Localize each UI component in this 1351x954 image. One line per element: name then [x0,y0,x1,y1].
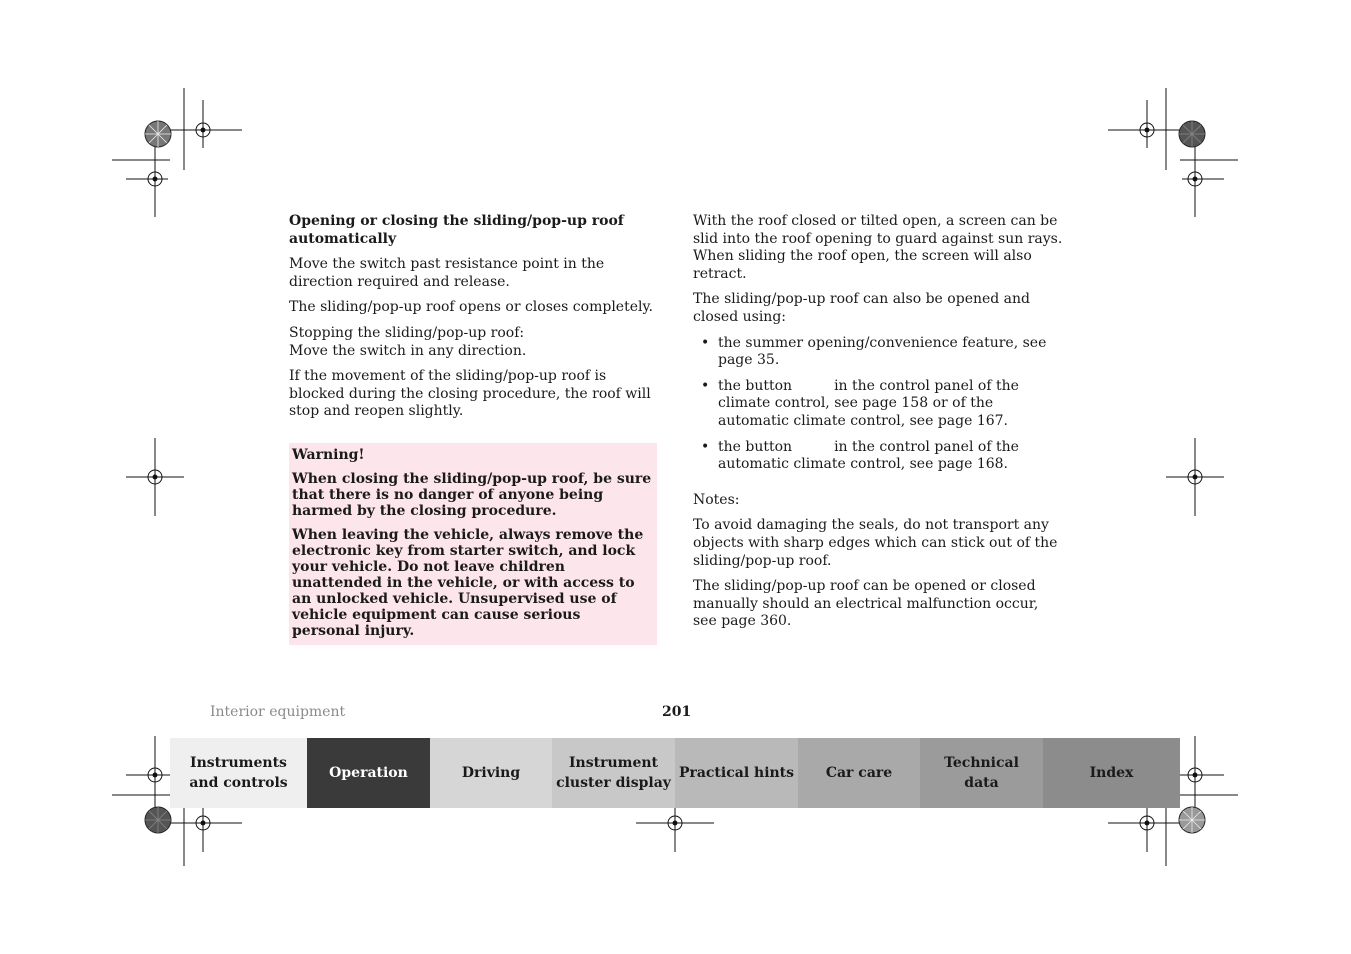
chapter-tab-bar [170,738,1180,808]
stopping-label: Stopping the sliding/pop-up roof: [289,324,525,341]
tab-car-care[interactable] [798,738,920,808]
paragraph-blocked-movement: If the movement of the sliding/pop-up roof is blocked during the closing procedure, the roof will stop and reopen slightly. [289,368,651,420]
note-manual-operation: The sliding/pop-up roof can be opened or closed manually should an electrical malfunction occur, see page 360. [693,578,1039,630]
section-heading: Opening or closing the sliding/pop-up roof automatically [289,213,624,247]
warning-text-closing: When closing the sliding/pop-up roof, be sure that there is no danger of anyone being harmed by the closing procedure. [292,470,652,519]
options-list [693,335,1063,474]
starburst-mark-top-left [145,121,171,147]
starburst-mark-top-right [1179,121,1205,147]
tab-technical-data[interactable] [920,738,1043,808]
tab-label: cluster display [556,775,671,791]
tab-instruments-and-controls[interactable] [170,738,307,808]
tab-driving[interactable] [430,738,552,808]
right-column [693,213,1063,639]
tab-label: Instruments [190,755,287,771]
paragraph-opens-completely: The sliding/pop-up roof opens or closes completely. [289,299,653,316]
tab-label: and controls [189,775,288,791]
tab-practical-hints[interactable] [675,738,798,808]
bullet-summer-opening: the summer opening/convenience feature, see page 35. [718,334,1047,369]
list-item [693,378,1063,431]
paragraph-stopping [289,325,659,360]
notes-label: Notes: [693,491,740,508]
tab-label: Driving [461,765,521,781]
list-item [693,335,1063,370]
tab-label: Practical hints [678,765,795,781]
bullet-button-climate-after: in the control panel of the climate control, see page 158 or of the automatic climate control, see page 167. [718,377,1019,429]
warning-title: Warning! [292,446,365,463]
paragraph-also-using: The sliding/pop-up roof can also be opened and closed using: [693,291,1031,325]
tab-label: Technical [944,755,1019,771]
tab-instrument-cluster-display[interactable] [552,738,675,808]
starburst-mark-bottom-right [1179,807,1205,833]
bullet-button-climate-before: the button [718,377,793,394]
warning-box [289,443,657,645]
tab-label: Car care [825,765,893,781]
tab-index[interactable] [1043,738,1180,808]
bullet-button-auto-climate-after: in the control panel of the automatic climate control, see page 168. [718,438,1019,473]
list-item [693,439,1063,474]
paragraph-sun-screen: With the roof closed or tilted open, a screen can be slid into the roof opening to guard against sun rays. When sliding the roof open, the screen will also retract. [693,213,1063,282]
tab-label: data [964,775,999,791]
stopping-instruction: Move the switch in any direction. [289,342,527,359]
left-column [289,213,659,645]
tab-label: Instrument [569,755,658,771]
bullet-button-auto-climate-before: the button [718,438,793,455]
warning-text-leaving-vehicle: When leaving the vehicle, always remove the electronic key from starter switch, and lock your vehicle. Do not leave children unattended in the vehicle, or with access to an unlocked vehicle. Unsupervised use of vehicle equipment can cause serious personal injury. [292,526,644,639]
page-number: 201 [662,704,692,720]
tab-operation[interactable] [307,738,430,808]
paragraph-release-switch: Move the switch past resistance point in the direction required and release. [289,256,605,290]
tab-label: Operation [329,765,408,781]
tab-label: Index [1089,765,1134,781]
note-seals: To avoid damaging the seals, do not transport any objects with sharp edges which can stick out of the sliding/pop-up roof. [693,517,1058,569]
footer-section-name: Interior equipment [210,704,346,720]
starburst-mark-bottom-left [145,807,171,833]
